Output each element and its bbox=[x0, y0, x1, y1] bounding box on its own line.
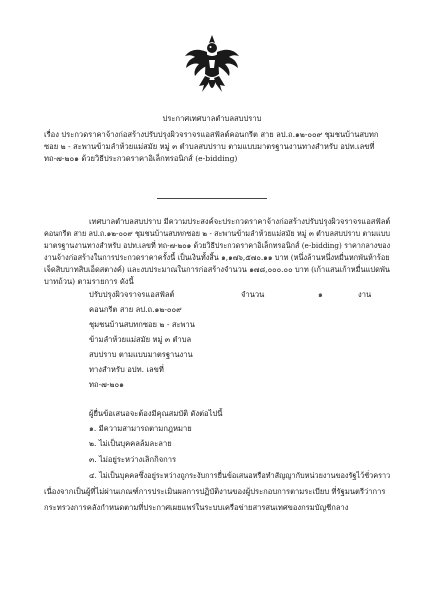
garuda-emblem bbox=[183, 34, 241, 96]
continuation-line: เนื่องจากเป็นผู้ที่ไม่ผ่านเกณฑ์การประเมินผลการปฏิบัติงานของผู้ประกอบการตามระเบียบ ที่รัฐมนตรีว่าการ bbox=[44, 487, 386, 496]
body-line: เทศบาลตำบลสบปราบ มีความประสงค์จะประกวดราคาจ้างก่อสร้างปรับปรุงผิวจราจรแอสฟัลต์ bbox=[89, 217, 391, 226]
subject-line: ทถ-๗-๒๐๑ ด้วยวิธีประกวดราคาอิเล็กทรอนิกส์ (e-bidding) bbox=[44, 154, 238, 163]
subject-line: เรื่อง ประกวดราคาจ้างก่อสร้างปรับปรุงผิวจราจรแอสฟัลต์คอนกรีต สาย ลป.ถ.๑๒-๐๐๙ ชุมชนบ้านสบทก bbox=[44, 130, 379, 139]
item-line: คอนกรีต สาย ลป.ถ.๑๒-๐๐๙ bbox=[89, 305, 182, 314]
body-line: บาทถ้วน) ตามรายการ ดังนี้ bbox=[44, 277, 134, 286]
body-line: คอนกรีต สาย ลป.ถ.๑๒-๐๐๙ ชุมชนบ้านสบทกซอย ๒ - สะพานข้ามลำห้วยแม่สมัย หมู่ ๓ ตำบลสบปราบ ตามแบบ bbox=[44, 229, 390, 238]
unit-label: งาน bbox=[358, 290, 372, 299]
divider bbox=[157, 198, 267, 199]
qualification-item: ๒. ไม่เป็นบุคคลล้มละลาย bbox=[89, 439, 172, 448]
announcement-heading: ประกาศเทศบาลตำบลสบปราบ bbox=[162, 114, 262, 123]
item-line: สบปราบ ตามแบบมาตรฐานงาน bbox=[89, 350, 193, 359]
item-line: ข้ามลำห้วยแม่สมัย หมู่ ๓ ตำบล bbox=[89, 335, 192, 344]
qualifications-heading: ผู้ยื่นข้อเสนอจะต้องมีคุณสมบัติ ดังต่อไปนี้ bbox=[89, 409, 223, 418]
item-line: ชุมชนบ้านสบทกซอย ๒ - สะพาน bbox=[89, 320, 195, 329]
quantity-value: ๑ bbox=[318, 290, 323, 299]
continuation-line: กระทรวงการคลังกำหนดตามที่ประกาศเผยแพร่ในระบบเครือข่ายสารสนเทศของกรมบัญชีกลาง bbox=[44, 503, 349, 512]
subject-line: ซอย ๒ - สะพานข้ามลำห้วยแม่สมัย หมู่ ๓ ตำบลสบปราบ ตามแบบมาตรฐานงานทางสำหรับ อปท.เลขที่ bbox=[44, 142, 375, 151]
qualification-item: ๑. มีความสามารถตามกฎหมาย bbox=[89, 424, 192, 433]
qualification-item: ๔. ไม่เป็นบุคคลซึ่งอยู่ระหว่างถูกระงับการยื่นข้อเสนอหรือทำสัญญากับหน่วยงานของรัฐไว้ชั่วคราว bbox=[89, 471, 391, 480]
item-line: ทถ-๗-๒๐๑ bbox=[89, 380, 124, 389]
body-line: มาตรฐานงานทางสำหรับ อปท.เลขที่ ทถ-๗-๒๐๑ ด้วยวิธีประกวดราคาอิเล็กทรอนิกส์ (e-bidding) ราคากลางของ bbox=[44, 241, 391, 250]
quantity-label: จำนวน bbox=[241, 290, 265, 299]
qualification-item: ๓. ไม่อยู่ระหว่างเลิกกิจการ bbox=[89, 455, 177, 464]
item-line: ทางสำหรับ อปท. เลขที่ bbox=[89, 365, 164, 374]
body-line: งานจ้างก่อสร้างในการประกวดราคาครั้งนี้ เป็นเงินทั้งสิ้น ๑,๑๗๖,๕๗๐.๑๑ บาท (หนึ่งล้านหนึ่งหมื่นหกพันห้าร้อย bbox=[44, 253, 390, 262]
item-line: ปรับปรุงผิวจราจรแอสฟัลต์ bbox=[89, 290, 175, 299]
body-line: เจ็ดสิบบาทสิบเอ็ดสตางค์) และงบประมาณในการก่อสร้างจำนวน ๑๗๘,๐๐๐.๐๐ บาท (เก้าแสนเก้าหมื่นแปดพัน bbox=[44, 265, 390, 274]
